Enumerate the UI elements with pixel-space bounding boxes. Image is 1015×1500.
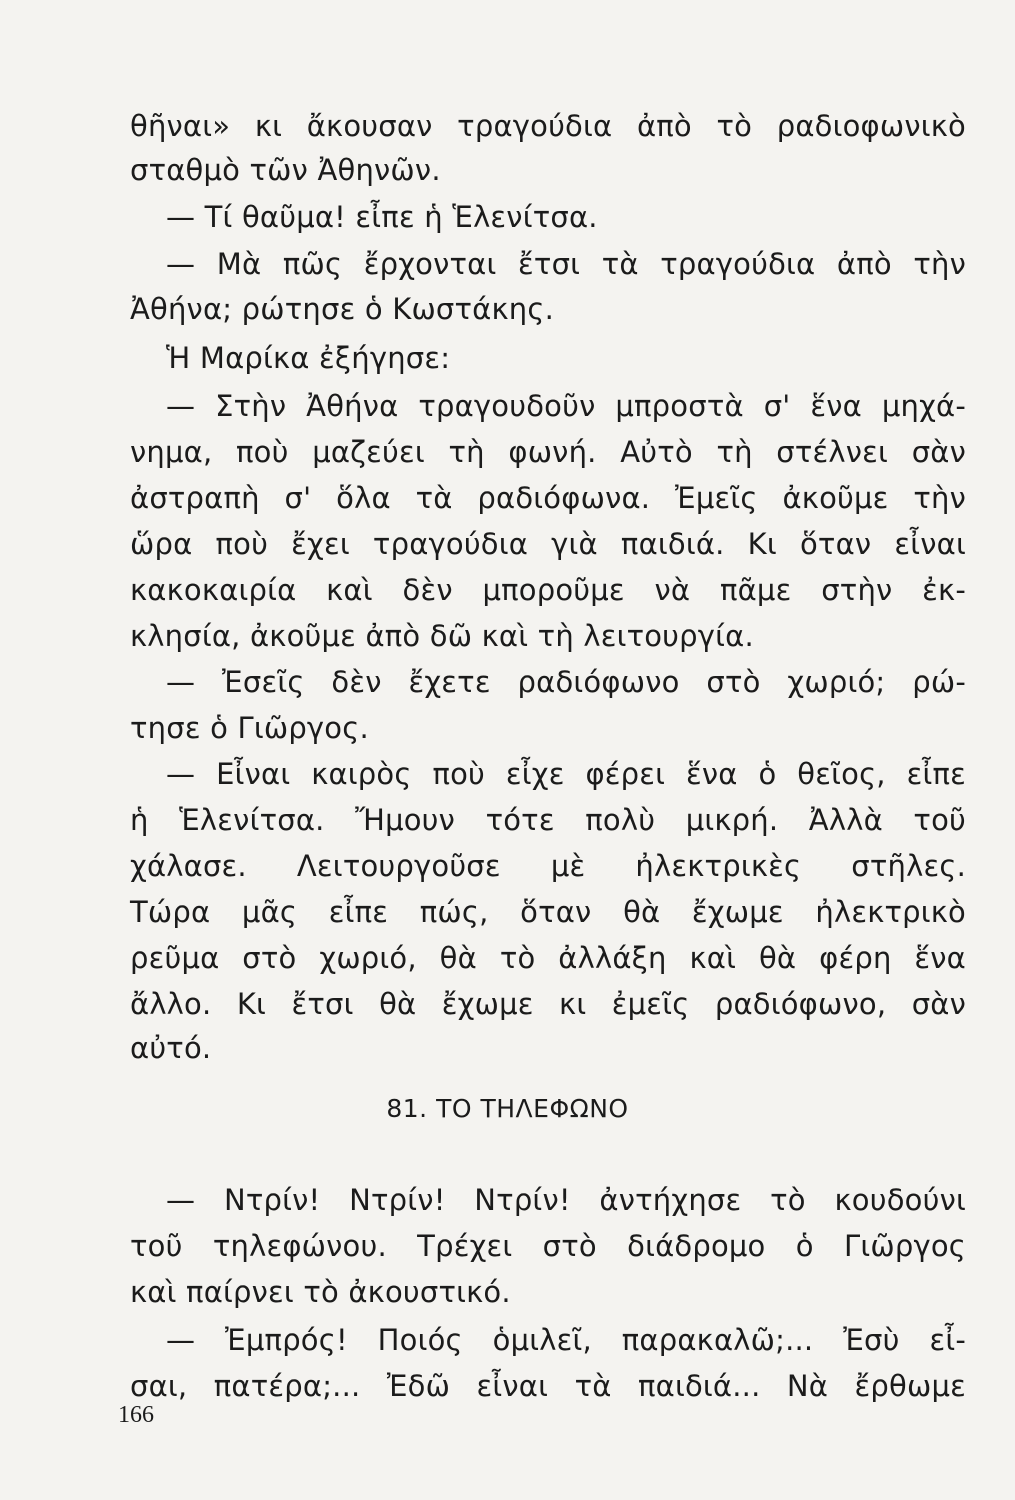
text-line: — Εἶναι καιρὸς ποὺ εἶχε φέρει ἕνα ὁ θεῖος, εἶπε	[166, 757, 966, 791]
text-line: σταθμὸ τῶν Ἀθηνῶν.	[130, 153, 441, 187]
text-line: ρεῦμα στὸ χωριό, θὰ τὸ ἀλλάξη καὶ θὰ φέρη ἕνα	[130, 941, 966, 975]
text-line: ὥρα ποὺ ἔχει τραγούδια γιὰ παιδιά. Κι ὅταν εἶναι	[130, 527, 966, 561]
text-line: Τώρα μᾶς εἶπε πώς, ὅταν θὰ ἔχωμε ἠλεκτρικὸ	[130, 895, 966, 929]
text-line: χάλασε. Λειτουργοῦσε μὲ ἠλεκτρικὲς στῆλες.	[130, 849, 966, 883]
text-line: τοῦ τηλεφώνου. Τρέχει στὸ διάδρομο ὁ Γιῶργος	[130, 1229, 966, 1263]
text-line: νημα, ποὺ μαζεύει τὴ φωνή. Αὐτὸ τὴ στέλνει σὰν	[130, 435, 966, 469]
text-line: καὶ παίρνει τὸ ἀκουστικό.	[130, 1275, 511, 1309]
text-line: κλησία, ἀκοῦμε ἀπὸ δῶ καὶ τὴ λειτουργία.	[130, 619, 754, 653]
text-line: Ἀθήνα; ρώτησε ὁ Κωστάκης.	[130, 292, 554, 326]
text-line: ἄλλο. Κι ἔτσι θὰ ἔχωμε κι ἐμεῖς ραδιόφωνο, σὰν	[130, 987, 966, 1021]
text-line: — Τί θαῦμα! εἶπε ἡ Ἑλενίτσα.	[166, 200, 598, 234]
text-line: ἀστραπὴ σ' ὅλα τὰ ραδιόφωνα. Ἐμεῖς ἀκοῦμε τὴν	[130, 481, 966, 515]
text-line: — Μὰ πῶς ἔρχονται ἔτσι τὰ τραγούδια ἀπὸ τὴν	[166, 247, 966, 281]
text-line: ἡ Ἑλενίτσα. Ἤμουν τότε πολὺ μικρή. Ἀλλὰ τοῦ	[130, 803, 966, 837]
page-number: 166	[118, 1402, 154, 1428]
text-line: θῆναι» κι ἄκουσαν τραγούδια ἀπὸ τὸ ραδιοφωνικὸ	[130, 109, 966, 143]
text-line: — Ἐμπρός! Ποιός ὁμιλεῖ, παρακαλῶ;... Ἐσὺ εἶ-	[166, 1323, 966, 1357]
chapter-heading: 81. ΤΟ ΤΗΛΕΦΩΝΟ	[386, 1094, 629, 1123]
text-line: — Ἐσεῖς δὲν ἔχετε ραδιόφωνο στὸ χωριό; ρώ-	[166, 665, 966, 699]
text-line: σαι, πατέρα;... Ἐδῶ εἶναι τὰ παιδιά... Νὰ ἔρθωμε	[130, 1369, 966, 1403]
text-line: κακοκαιρία καὶ δὲν μποροῦμε νὰ πᾶμε στὴν ἐκ-	[130, 573, 966, 607]
text-line: — Ντρίν! Ντρίν! Ντρίν! ἀντήχησε τὸ κουδούνι	[166, 1183, 966, 1217]
text-line: τησε ὁ Γιῶργος.	[130, 711, 369, 745]
text-line: αὐτό.	[130, 1031, 212, 1065]
text-line: Ἡ Μαρίκα ἐξήγησε:	[166, 341, 451, 375]
text-line: — Στὴν Ἀθήνα τραγουδοῦν μπροστὰ σ' ἕνα μηχά-	[166, 389, 966, 423]
